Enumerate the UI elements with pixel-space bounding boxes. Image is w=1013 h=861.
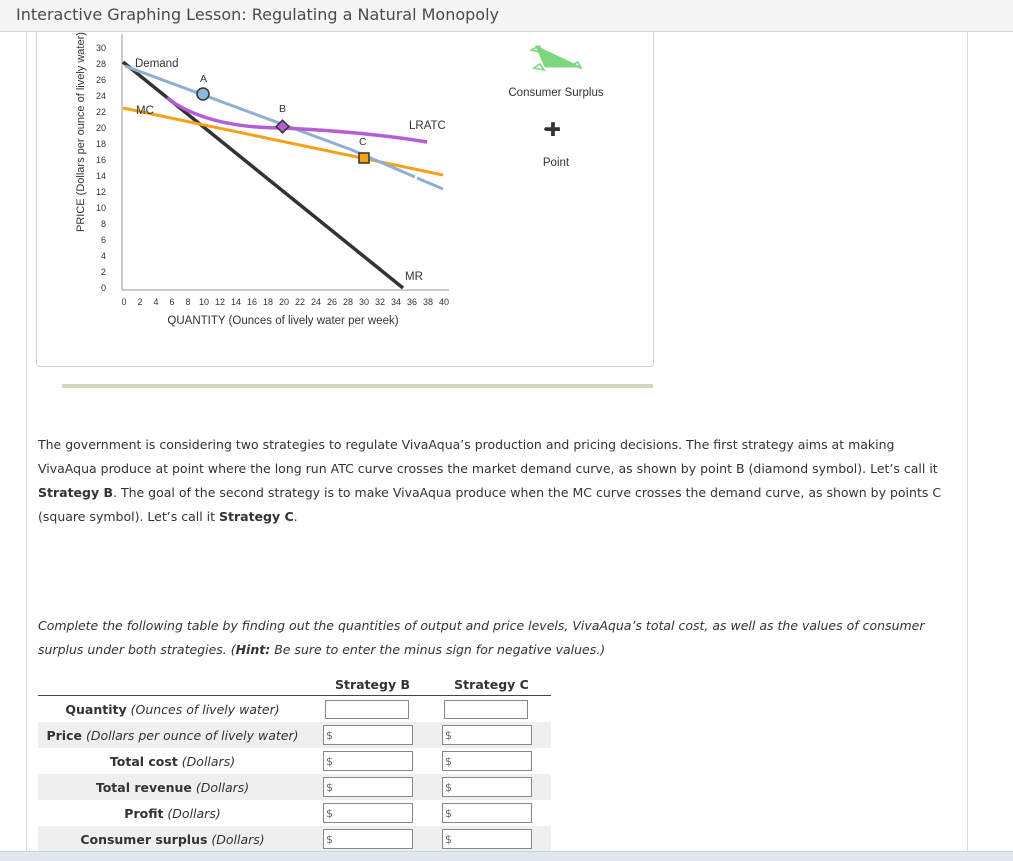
total-revenue-c-input[interactable] <box>442 777 532 797</box>
x-tick-label: 28 <box>342 297 354 307</box>
x-tick-label: 16 <box>246 297 258 307</box>
row-unit-text: (Dollars) <box>181 753 236 769</box>
quantity-c-input[interactable] <box>444 700 528 719</box>
y-tick-label: 24 <box>95 91 106 101</box>
y-tick-label: 6 <box>100 235 106 245</box>
instructions <box>38 614 953 662</box>
y-tick-label: 28 <box>95 59 106 69</box>
scenario-paragraph <box>38 433 948 529</box>
consumer-surplus-label: Consumer Surplus <box>508 87 604 99</box>
y-axis-label: PRICE (Dollars per ounce of lively water) <box>75 32 87 232</box>
y-tick-label: 16 <box>95 155 106 165</box>
row-label-consumer-surplus <box>38 826 313 852</box>
hint-label: Hint: <box>235 642 271 657</box>
y-tick-label: 26 <box>95 75 106 85</box>
x-tick-label: 30 <box>358 297 370 307</box>
mr-label: MR <box>405 271 423 283</box>
row-label-total-revenue <box>38 774 313 800</box>
x-tick-label: 24 <box>310 297 322 307</box>
mr-curve[interactable] <box>123 62 403 288</box>
y-tick-label: 30 <box>95 43 106 53</box>
x-tick-label: 38 <box>422 297 434 307</box>
cell-quantity-c <box>432 696 551 723</box>
cell-profit-b <box>313 800 432 826</box>
cell-total-cost-c <box>432 748 551 774</box>
cell-total-revenue-c <box>432 774 551 800</box>
para-part3: . <box>293 509 298 524</box>
row-unit-text: (Dollars) <box>167 805 221 821</box>
x-tick-label: 12 <box>214 297 226 307</box>
column-header-strategy-c: Strategy C <box>454 676 529 692</box>
table-row-profit <box>38 800 551 826</box>
consumer-surplus-b-input[interactable] <box>323 829 413 849</box>
table-row-quantity <box>38 696 551 723</box>
total-cost-b-input[interactable] <box>323 751 413 771</box>
consumer-surplus-tool[interactable] <box>508 46 603 99</box>
cell-profit-c <box>432 800 551 826</box>
point-c-label: C <box>359 136 367 148</box>
x-axis-label: QUANTITY (Ounces of lively water per week) <box>167 315 399 327</box>
dollar-sign: $ <box>445 780 452 794</box>
point-a-label: A <box>200 73 208 85</box>
profit-b-input[interactable] <box>323 803 413 823</box>
table-row-price <box>38 722 551 748</box>
section-divider <box>62 384 653 388</box>
row-label-text: Total revenue <box>95 779 192 795</box>
x-tick-label: 10 <box>198 297 210 307</box>
y-tick-labels <box>96 43 106 293</box>
row-unit-text: (Dollars) <box>195 779 250 795</box>
mc-curve[interactable] <box>123 108 443 175</box>
total-cost-c-input[interactable] <box>442 751 532 771</box>
quantity-b-input[interactable] <box>325 700 409 719</box>
row-label-text: Consumer surplus <box>80 831 208 847</box>
y-tick-label: 8 <box>100 219 106 229</box>
x-tick-label: 14 <box>230 297 242 307</box>
x-tick-label: 22 <box>294 297 306 307</box>
point-b-label: B <box>279 103 287 115</box>
y-tick-label: 14 <box>95 171 106 181</box>
window-title: Interactive Graphing Lesson: Regulating a Natural Monopoly <box>16 5 499 24</box>
dollar-sign: $ <box>445 832 452 846</box>
y-tick-label: 20 <box>95 123 106 133</box>
cell-total-cost-b <box>313 748 432 774</box>
instr-part1: Complete the following table by finding out the quantities of output and price levels, VivaAqua’s total cost, as well as the values of consumer surplus under both strategies. ( <box>38 618 925 657</box>
consumer-surplus-c-input[interactable] <box>442 829 532 849</box>
row-unit-text: (Ounces of lively water) <box>130 701 280 717</box>
strategy-b-name: Strategy B <box>38 485 114 500</box>
row-label-text: Quantity <box>65 701 127 717</box>
strategy-c-name: Strategy C <box>219 509 294 524</box>
column-header-strategy-b: Strategy B <box>334 676 410 692</box>
mc-label: MC <box>136 105 154 117</box>
profit-c-input[interactable] <box>442 803 532 823</box>
x-tick-label: 8 <box>185 297 191 307</box>
y-tick-label: 2 <box>100 267 106 277</box>
total-revenue-b-input[interactable] <box>323 777 413 797</box>
row-label-profit <box>38 800 313 826</box>
y-tick-label: 12 <box>95 187 106 197</box>
x-tick-label: 36 <box>406 297 418 307</box>
price-b-input[interactable] <box>323 725 413 745</box>
y-tick-label: 10 <box>95 203 106 213</box>
lratc-curve[interactable] <box>167 98 427 142</box>
dollar-sign: $ <box>326 780 333 794</box>
dollar-sign: $ <box>445 806 452 820</box>
table-row-consumer-surplus <box>38 826 551 852</box>
dollar-sign: $ <box>326 728 333 742</box>
graph-panel <box>36 32 654 367</box>
cell-quantity-b <box>313 696 432 723</box>
cell-price-c <box>432 722 551 748</box>
dollar-sign: $ <box>445 728 452 742</box>
dollar-sign: $ <box>326 754 333 768</box>
row-unit-text: (Dollars) <box>211 831 265 847</box>
row-unit-text: (Dollars per ounce of lively water) <box>85 727 299 743</box>
row-label-quantity <box>38 696 313 723</box>
dollar-sign: $ <box>326 806 333 820</box>
instr-part2: Be sure to enter the minus sign for negative values.) <box>270 642 606 657</box>
dollar-sign: $ <box>445 754 452 768</box>
row-label-text: Total cost <box>109 753 178 769</box>
para-part1: The government is considering two strategies to regulate VivaAqua’s production and pricing decisions. The first strategy aims at making VivaAqua produce at point where the long run ATC curve crosses the market demand curve, as shown by point B (diamond symbol). Let’s call it <box>38 437 938 476</box>
x-tick-label: 34 <box>390 297 402 307</box>
row-label-text: Price <box>46 727 82 743</box>
cell-consumer-surplus-c <box>432 826 551 852</box>
cell-price-b <box>313 722 432 748</box>
x-tick-label: 6 <box>169 297 175 307</box>
y-tick-label: 0 <box>100 283 106 293</box>
point-tool-icon: ✚ <box>545 119 561 141</box>
y-tick-label: 22 <box>95 107 106 117</box>
x-tick-label: 32 <box>374 297 386 307</box>
demand-label: Demand <box>135 58 179 70</box>
cell-total-revenue-b <box>313 774 432 800</box>
point-tool-label: Point <box>542 157 570 169</box>
x-tick-labels <box>121 297 449 307</box>
y-tick-label: 4 <box>100 251 106 261</box>
lratc-label: LRATC <box>409 120 446 132</box>
table-row-total-cost <box>38 748 551 774</box>
window-titlebar <box>0 0 1013 32</box>
dollar-sign: $ <box>326 832 333 846</box>
row-label-total-cost <box>38 748 313 774</box>
graph-svg[interactable] <box>37 32 653 366</box>
answer-table <box>38 673 551 852</box>
x-tick-label: 4 <box>153 297 159 307</box>
x-tick-label: 18 <box>262 297 274 307</box>
para-part2: . The goal of the second strategy is to make VivaAqua produce when the MC curve crosses the demand curve, as shown by points C (square symbol). Let’s call it <box>38 485 942 524</box>
x-tick-label: 0 <box>121 297 127 307</box>
price-c-input[interactable] <box>442 725 532 745</box>
x-tick-label: 20 <box>278 297 290 307</box>
point-a-marker[interactable] <box>197 88 209 100</box>
table-header-blank <box>38 673 313 696</box>
x-tick-label: 2 <box>137 297 143 307</box>
table-header-row <box>38 673 551 696</box>
x-tick-label: 26 <box>326 297 338 307</box>
cell-consumer-surplus-b <box>313 826 432 852</box>
table-row-total-revenue <box>38 774 551 800</box>
x-tick-label: 40 <box>438 297 450 307</box>
point-c-marker[interactable] <box>359 153 369 163</box>
row-label-price <box>38 722 313 748</box>
y-tick-label: 18 <box>95 139 106 149</box>
row-label-text: Profit <box>124 805 164 821</box>
point-tool[interactable] <box>543 119 570 169</box>
